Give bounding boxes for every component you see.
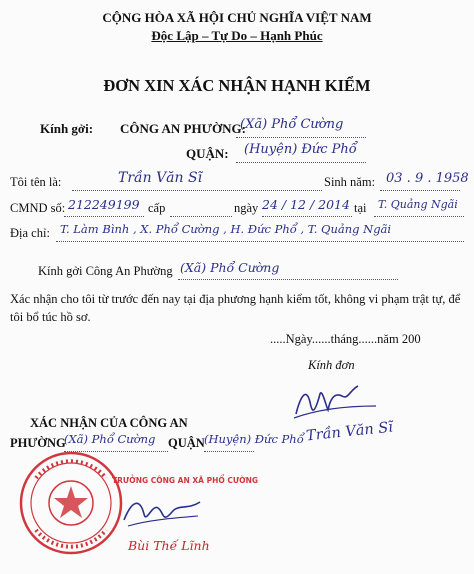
official-signature-scribble (118, 490, 208, 532)
salutation-dotted-line (178, 279, 398, 280)
address-label: Địa chỉ: (10, 226, 50, 240)
year-label: năm 200 (377, 332, 421, 346)
request-paragraph: Xác nhận cho tôi từ trước đến nay tại địa phương hạnh kiểm tốt, không vi phạm trật tự, để tôi bổ túc hồ sơ. (10, 292, 461, 324)
national-title: CỘNG HÒA XÃ HỘI CHỦ NGHĨA VIỆT NAM (102, 10, 372, 25)
at-label: tại (354, 201, 367, 215)
national-motto (0, 28, 474, 44)
issue-place-dotted-line (374, 216, 464, 217)
motto-text: Độc Lập – Tự Do – Hạnh Phúc (151, 28, 323, 43)
day-dots: ..... (270, 332, 286, 346)
ward-handwritten: (Xã) Phổ Cường (240, 117, 344, 132)
district-handwritten: (Huyện) Đức Phổ (244, 142, 357, 157)
name-label: Tôi tên là: (10, 175, 62, 189)
applicant-signature-scribble (292, 376, 382, 426)
applicant-name-handwritten: Trần Văn Sĩ (305, 419, 394, 445)
ward-dotted-line (236, 137, 366, 138)
salutation-label: Kính gởi Công An Phường (38, 264, 173, 278)
document-title: ĐƠN XIN XÁC NHẬN HẠNH KIỂM (103, 76, 371, 95)
ward-label: CÔNG AN PHƯỜNG: (120, 121, 246, 136)
date-label: ngày (234, 201, 259, 215)
district-dotted-line (236, 162, 366, 163)
confirmation-district-handwritten: (Huyện) Đức Phổ (204, 432, 304, 446)
id-handwritten: 212249199 (68, 197, 140, 212)
official-seal (16, 448, 126, 558)
district-label: QUẬN: (186, 146, 229, 161)
name-dotted-line (72, 190, 322, 191)
title-stamp: TRƯỞNG CÔNG AN XÃ PHỔ CƯỜNG (112, 476, 259, 485)
issued-dotted-line (170, 216, 232, 217)
dob-dotted-line (380, 190, 460, 191)
name-handwritten: Trần Văn Sĩ (118, 170, 203, 186)
dob-handwritten: 03 . 9 . 1958 (386, 171, 469, 186)
issued-label: cấp (148, 201, 166, 215)
id-label: CMND số: (10, 201, 66, 215)
signature-label: Kính đơn (308, 358, 355, 372)
confirmation-ward-handwritten: (Xã) Phổ Cường (64, 432, 156, 446)
confirmation-district-dotted-line (204, 451, 254, 452)
addressee-label: Kính gởi: (40, 121, 94, 136)
month-label: tháng (330, 332, 359, 346)
confirmation-district-label: QUẬN (168, 436, 205, 450)
issue-date-handwritten: 24 / 12 / 2014 (262, 197, 350, 212)
year-dots: ...... (358, 332, 378, 346)
address-dotted-line (56, 241, 464, 242)
issue-place-handwritten: T. Quảng Ngãi (378, 198, 458, 211)
official-name: Bùi Thế Lĩnh (128, 538, 210, 553)
confirmation-heading: XÁC NHẬN CỦA CÔNG AN (30, 416, 188, 430)
issue-date-dotted-line (262, 216, 352, 217)
id-dotted-line (64, 216, 144, 217)
confirmation-ward-label: PHƯỜNG (10, 436, 66, 450)
salutation-handwritten: (Xã) Phổ Cường (180, 260, 280, 275)
dob-label: Sinh năm: (324, 175, 376, 189)
day-label: Ngày (285, 332, 312, 346)
month-dots: ...... (311, 332, 331, 346)
address-handwritten: T. Làm Bình , X. Phổ Cường , H. Đức Phổ , T. Quảng Ngãi (60, 222, 392, 236)
date-line (270, 332, 421, 347)
